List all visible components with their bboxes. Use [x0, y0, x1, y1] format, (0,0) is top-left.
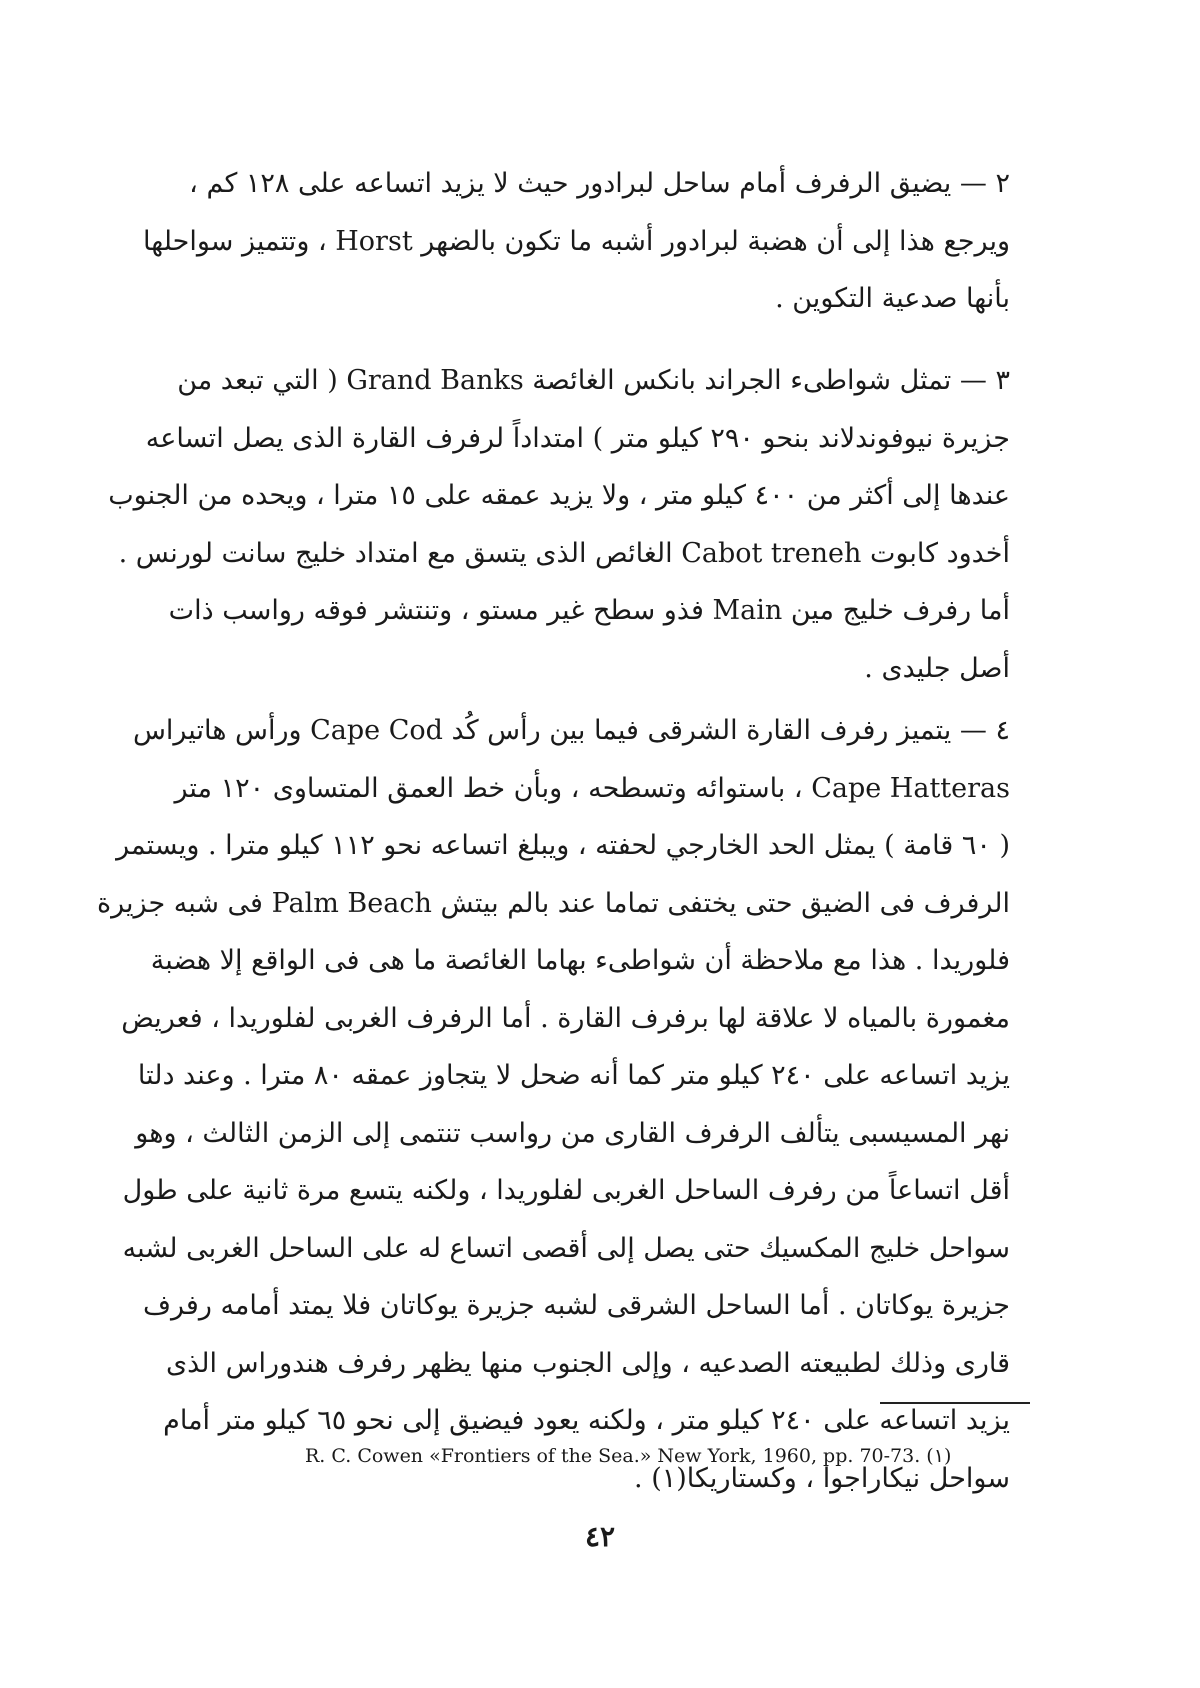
- text-line: ٤ — يتميز رفرف القارة الشرقى فيما بين رأس كُد Cape Cod ورأس هاتيراس: [132, 715, 1010, 746]
- paragraph-3: [108, 352, 1010, 697]
- text-line: يزيد اتساعه على ٢٤٠ كيلو متر كما أنه ضحل لا يتجاوز عمقه ٨٠ مترا . وعند دلتا: [137, 1060, 1010, 1091]
- paragraph-2: [143, 155, 1010, 328]
- text-line: أخدود كابوت Cabot treneh الغائص الذى يتسق مع امتداد خليج سانت لورنس .: [118, 537, 1010, 569]
- text-line: يزيد اتساعه على ٢٤٠ كيلو متر ، ولكنه يعود فيضيق إلى نحو ٦٥ كيلو متر أمام: [163, 1405, 1010, 1436]
- paragraph-4: [97, 702, 1010, 1507]
- text-line: ٣ — تمثل شواطىء الجراند بانكس الغائصة Grand Banks ( التي تبعد من: [177, 365, 1010, 396]
- text-line: أما رفرف خليج مين Main فذو سطح غير مستو ، وتنتشر فوقه رواسب ذات: [168, 595, 1010, 626]
- text-line: بأنها صدعية التكوين .: [775, 283, 1010, 314]
- text-line: مغمورة بالمياه لا علاقة لها برفرف القارة . أما الرفرف الغربى لفلوريدا ، فعريض: [121, 1002, 1010, 1034]
- text-line: سواحل خليج المكسيك حتى يصل إلى أقصى اتساع له على الساحل الغربى لشبه: [122, 1232, 1010, 1264]
- text-line: قارى وذلك لطبيعته الصدعيه ، وإلى الجنوب منها يظهر رفرف هندوراس الذى: [165, 1347, 1010, 1379]
- text-line: سواحل نيكاراجوا ، وكستاريكا(١) .: [634, 1462, 1010, 1494]
- text-line: أقل اتساعاً من رفرف الساحل الغربى لفلوريدا ، ولكنه يتسع مرة ثانية على طول: [122, 1175, 1010, 1206]
- text-line: فلوريدا . هذا مع ملاحظة أن شواطىء بهاما الغائصة ما هى فى الواقع إلا هضبة: [150, 945, 1010, 976]
- text-line: جزيرة يوكاتان . أما الساحل الشرقى لشبه جزيرة يوكاتان فلا يمتد أمامه رفرف: [143, 1290, 1010, 1321]
- text-line: Cape Hatteras ، باستوائه وتسطحه ، وبأن خط العمق المتساوى ١٢٠ متر: [174, 772, 1010, 804]
- text-line: ويرجع هذا إلى أن هضبة لبرادور أشبه ما تكون بالضهر Horst ، وتتميز سواحلها: [143, 225, 1010, 257]
- text-line: عندها إلى أكثر من ٤٠٠ كيلو متر ، ولا يزيد عمقه على ١٥ مترا ، ويحده من الجنوب: [108, 480, 1010, 511]
- footnote-divider: [880, 1402, 1030, 1404]
- page-number: ٤٢: [584, 1520, 616, 1553]
- text-line: نهر المسيسبى يتألف الرفرف القارى من رواسب تنتمى إلى الزمن الثالث ، وهو: [135, 1117, 1010, 1149]
- text-line: جزيرة نيوفوندلاند بنحو ٢٩٠ كيلو متر ) امتداداً لرفرف القارة الذى يصل اتساعه: [145, 422, 1010, 454]
- text-line: الرفرف فى الضيق حتى يختفى تماما عند بالم بيتش Palm Beach فى شبه جزيرة: [97, 887, 1010, 919]
- footnote: R. C. Cowen «Frontiers of the Sea.» New York, 1960, pp. 70-73. (١): [305, 1445, 952, 1467]
- text-line: أصل جليدى .: [864, 652, 1010, 684]
- text-line: ( ٦٠ قامة ) يمثل الحد الخارجي لحفته ، ويبلغ اتساعه نحو ١١٢ كيلو مترا . ويستمر: [116, 830, 1010, 861]
- text-line: ٢ — يضيق الرفرف أمام ساحل لبرادور حيث لا يزيد اتساعه على ١٢٨ كم ،: [189, 168, 1010, 199]
